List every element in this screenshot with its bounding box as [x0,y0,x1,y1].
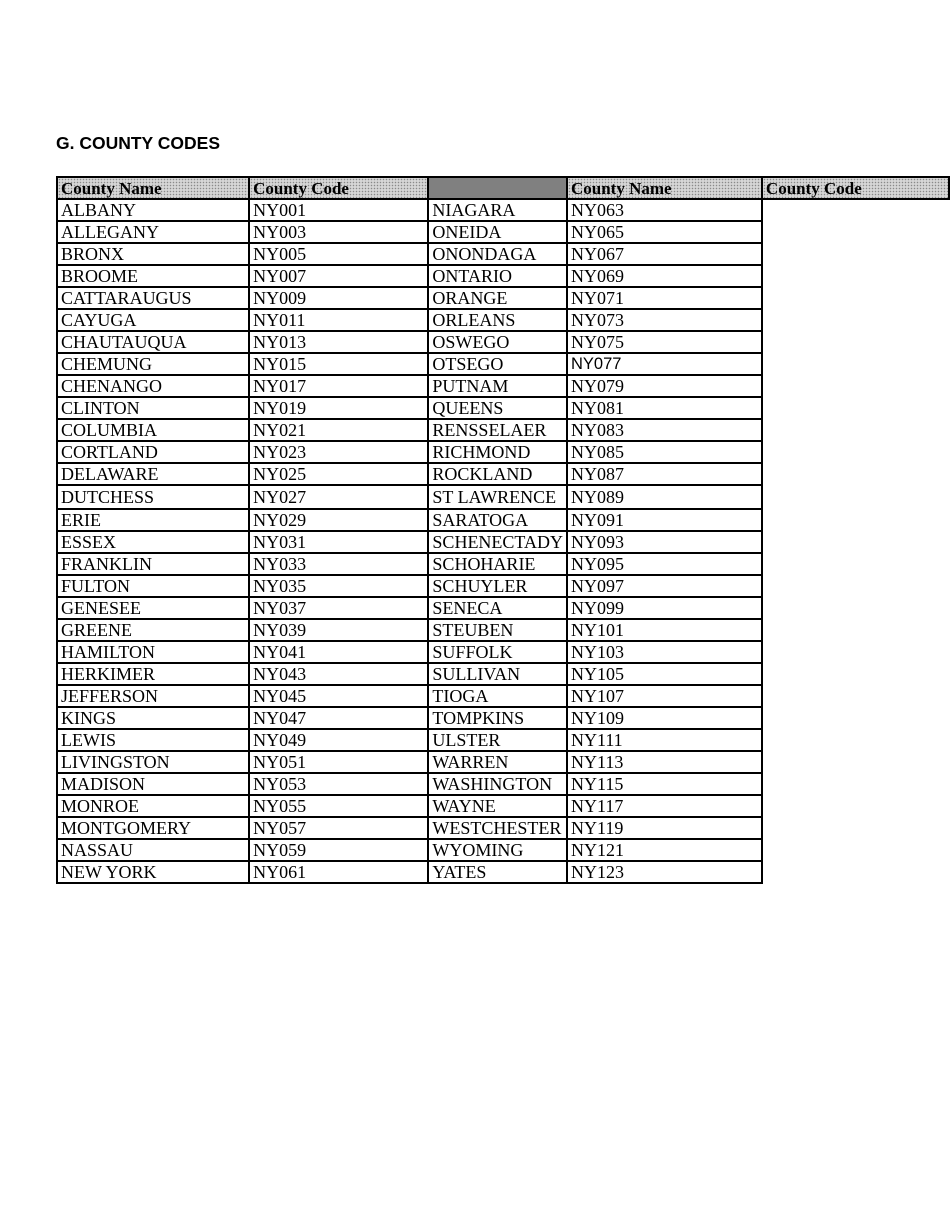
county-name-right-cell: SCHENECTADY [428,531,567,553]
county-name-left-cell: HERKIMER [57,663,249,685]
county-code-right-cell: NY123 [567,861,762,883]
county-name-left-cell: CHENANGO [57,375,249,397]
county-code-right-cell: NY067 [567,243,762,265]
county-name-left-cell: BRONX [57,243,249,265]
county-code-left-cell: NY053 [249,773,428,795]
table-row [57,839,949,861]
county-name-right-cell: ONTARIO [428,265,567,287]
county-name-right-cell: WARREN [428,751,567,773]
county-code-right-cell: NY115 [567,773,762,795]
county-code-left-cell: NY057 [249,817,428,839]
county-name-right-cell: ORANGE [428,287,567,309]
table-row [57,531,949,553]
county-name-left-cell: ALLEGANY [57,221,249,243]
county-code-left-cell: NY027 [249,485,428,509]
county-code-right-cell: NY097 [567,575,762,597]
county-code-left-cell: NY005 [249,243,428,265]
county-code-left-cell: NY031 [249,531,428,553]
county-name-left-cell: KINGS [57,707,249,729]
county-name-left-cell: CAYUGA [57,309,249,331]
county-code-left-cell: NY015 [249,353,428,375]
county-name-left-cell: CATTARAUGUS [57,287,249,309]
county-code-left-cell: NY023 [249,441,428,463]
county-code-right-cell: NY073 [567,309,762,331]
county-name-right-cell: ORLEANS [428,309,567,331]
table-row [57,575,949,597]
county-name-right-cell: ROCKLAND [428,463,567,485]
header-county-code-right: County Code [762,177,949,199]
county-name-right-cell: WASHINGTON [428,773,567,795]
county-code-left-cell: NY001 [249,199,428,221]
section-title: G. COUNTY CODES [56,133,221,153]
county-name-left-cell: NASSAU [57,839,249,861]
county-name-right-cell: WYOMING [428,839,567,861]
county-name-left-cell: LEWIS [57,729,249,751]
county-code-left-cell: NY039 [249,619,428,641]
table-row [57,331,949,353]
county-code-left-cell: NY061 [249,861,428,883]
county-name-right-cell: SULLIVAN [428,663,567,685]
county-code-right-cell: NY069 [567,265,762,287]
header-county-code-left: County Code [249,177,428,199]
county-name-left-cell: ESSEX [57,531,249,553]
county-name-right-cell: ULSTER [428,729,567,751]
county-name-right-cell: STEUBEN [428,619,567,641]
table-row [57,553,949,575]
county-code-left-cell: NY051 [249,751,428,773]
table-row [57,419,949,441]
county-code-right-cell: NY089 [567,485,762,509]
county-name-right-cell: SCHOHARIE [428,553,567,575]
county-code-left-cell: NY033 [249,553,428,575]
county-name-left-cell: NEW YORK [57,861,249,883]
county-codes-table [56,176,950,884]
county-name-left-cell: CLINTON [57,397,249,419]
county-code-right-cell: NY081 [567,397,762,419]
table-row [57,265,949,287]
county-code-left-cell: NY007 [249,265,428,287]
county-name-left-cell: MADISON [57,773,249,795]
county-code-left-cell: NY013 [249,331,428,353]
county-name-left-cell: COLUMBIA [57,419,249,441]
county-code-right-cell: NY065 [567,221,762,243]
county-name-left-cell: JEFFERSON [57,685,249,707]
county-code-left-cell: NY037 [249,597,428,619]
county-code-left-cell: NY045 [249,685,428,707]
county-name-right-cell: TOMPKINS [428,707,567,729]
county-name-right-cell: PUTNAM [428,375,567,397]
table-row [57,243,949,265]
table-row [57,309,949,331]
county-code-left-cell: NY035 [249,575,428,597]
county-code-left-cell: NY059 [249,839,428,861]
county-name-left-cell: ALBANY [57,199,249,221]
county-code-right-cell: NY091 [567,509,762,531]
county-name-right-cell: OTSEGO [428,353,567,375]
county-code-right-cell: NY101 [567,619,762,641]
table-row [57,685,949,707]
table-row [57,817,949,839]
county-code-right-cell: NY063 [567,199,762,221]
county-name-left-cell: CORTLAND [57,441,249,463]
county-name-right-cell: ONEIDA [428,221,567,243]
county-code-left-cell: NY019 [249,397,428,419]
county-code-right-cell: NY093 [567,531,762,553]
county-name-right-cell: OSWEGO [428,331,567,353]
table-row [57,707,949,729]
county-rows [57,199,949,883]
county-code-right-cell: NY103 [567,641,762,663]
county-code-right-cell: NY117 [567,795,762,817]
county-name-left-cell: ERIE [57,509,249,531]
county-name-right-cell: SARATOGA [428,509,567,531]
county-name-right-cell: WAYNE [428,795,567,817]
county-name-left-cell: BROOME [57,265,249,287]
table-row [57,619,949,641]
county-code-right-cell: NY095 [567,553,762,575]
county-name-right-cell: ST LAWRENCE [428,485,567,509]
county-name-left-cell: CHAUTAUQUA [57,331,249,353]
table-row [57,441,949,463]
county-code-left-cell: NY003 [249,221,428,243]
table-row [57,397,949,419]
table-row [57,663,949,685]
county-code-right-cell: NY087 [567,463,762,485]
county-code-right-cell: NY121 [567,839,762,861]
county-code-right-cell: NY107 [567,685,762,707]
table-row [57,463,949,485]
header-county-name-right: County Name [567,177,762,199]
county-name-left-cell: HAMILTON [57,641,249,663]
county-name-right-cell: WESTCHESTER [428,817,567,839]
county-name-right-cell: RENSSELAER [428,419,567,441]
county-name-right-cell: QUEENS [428,397,567,419]
county-code-left-cell: NY021 [249,419,428,441]
table-row [57,773,949,795]
county-code-left-cell: NY029 [249,509,428,531]
table-row [57,287,949,309]
county-name-right-cell: SCHUYLER [428,575,567,597]
county-code-left-cell: NY025 [249,463,428,485]
county-code-left-cell: NY049 [249,729,428,751]
county-code-right-cell: NY111 [567,729,762,751]
county-code-right-cell: NY085 [567,441,762,463]
table-row [57,199,949,221]
table-row [57,795,949,817]
county-name-right-cell: RICHMOND [428,441,567,463]
county-code-left-cell: NY017 [249,375,428,397]
county-code-right-cell: NY077 [567,353,762,375]
county-code-left-cell: NY011 [249,309,428,331]
county-code-left-cell: NY041 [249,641,428,663]
county-code-right-cell: NY075 [567,331,762,353]
table-row [57,861,949,883]
county-name-left-cell: MONROE [57,795,249,817]
county-name-left-cell: FULTON [57,575,249,597]
county-code-right-cell: NY079 [567,375,762,397]
county-name-right-cell: SENECA [428,597,567,619]
table-row [57,375,949,397]
county-code-right-cell: NY083 [567,419,762,441]
county-name-left-cell: DUTCHESS [57,485,249,509]
divider-column [428,177,567,199]
county-name-left-cell: CHEMUNG [57,353,249,375]
county-name-left-cell: DELAWARE [57,463,249,485]
county-name-right-cell: SUFFOLK [428,641,567,663]
county-name-left-cell: FRANKLIN [57,553,249,575]
county-name-left-cell: GENESEE [57,597,249,619]
county-code-right-cell: NY113 [567,751,762,773]
county-code-right-cell: NY119 [567,817,762,839]
county-code-right-cell: NY105 [567,663,762,685]
county-code-right-cell: NY099 [567,597,762,619]
county-code-right-cell: NY071 [567,287,762,309]
table-row [57,221,949,243]
county-name-right-cell: TIOGA [428,685,567,707]
county-code-left-cell: NY043 [249,663,428,685]
table-row [57,509,949,531]
county-name-right-cell: NIAGARA [428,199,567,221]
county-name-left-cell: LIVINGSTON [57,751,249,773]
table-header-row [57,177,949,199]
county-name-left-cell: MONTGOMERY [57,817,249,839]
table-row [57,729,949,751]
county-code-left-cell: NY055 [249,795,428,817]
county-code-right-cell: NY109 [567,707,762,729]
header-county-name-left: County Name [57,177,249,199]
table-row [57,485,949,509]
county-code-left-cell: NY009 [249,287,428,309]
county-code-left-cell: NY047 [249,707,428,729]
table-row [57,641,949,663]
table-row [57,353,949,375]
table-row [57,597,949,619]
table-row [57,751,949,773]
county-name-right-cell: YATES [428,861,567,883]
county-name-right-cell: ONONDAGA [428,243,567,265]
county-name-left-cell: GREENE [57,619,249,641]
